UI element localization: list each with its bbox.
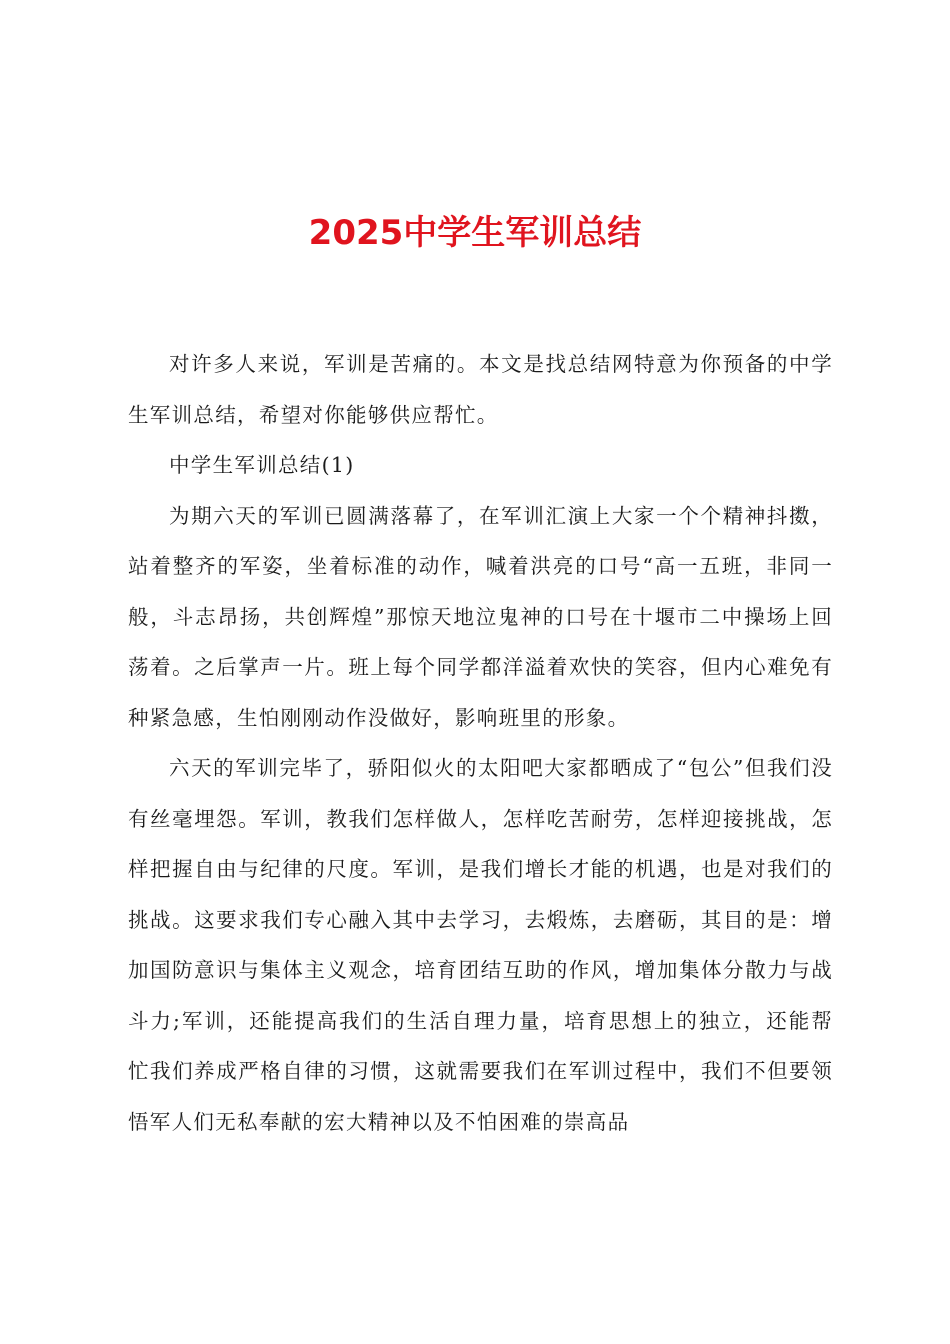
- paragraph-intro: 对许多人来说，军训是苦痛的。本文是找总结网特意为你预备的中学生军训总结，希望对你能够供应帮忙。: [128, 352, 833, 427]
- document-body: [128, 339, 833, 1147]
- section-heading: 中学生军训总结(1): [169, 453, 355, 477]
- paragraph-1: 为期六天的军训已圆满落幕了，在军训汇演上大家一个个精神抖擞，站着整齐的军姿，坐着标准的动作，喊着洪亮的口号“高一五班，非同一般，斗志昂扬，共创辉煌”那惊天地泣鬼神的口号在十堰市二中操场上回荡着。之后掌声一片。班上每个同学都洋溢着欢快的笑容，但内心难免有种紧急感，生怕刚刚动作没做好，影响班里的形象。: [128, 503, 833, 730]
- document-title: 2025中学生军训总结: [308, 213, 642, 253]
- paragraph-2: 六天的军训完毕了，骄阳似火的太阳吧大家都晒成了“包公”但我们没有丝毫埋怨。军训，教我们怎样做人，怎样吃苦耐劳，怎样迎接挑战，怎样把握自由与纪律的尺度。军训，是我们增长才能的机遇，也是对我们的挑战。这要求我们专心融入其中去学习，去煅炼，去磨砺，其目的是：增加国防意识与集体主义观念，培育团结互助的作风，增加集体分散力与战斗力;军训，还能提高我们的生活自理力量，培育思想上的独立，还能帮忙我们养成严格自律的习惯，这就需要我们在军训过程中，我们不但要领悟军人们无私奉献的宏大精神以及不怕困难的崇高品: [128, 756, 833, 1134]
